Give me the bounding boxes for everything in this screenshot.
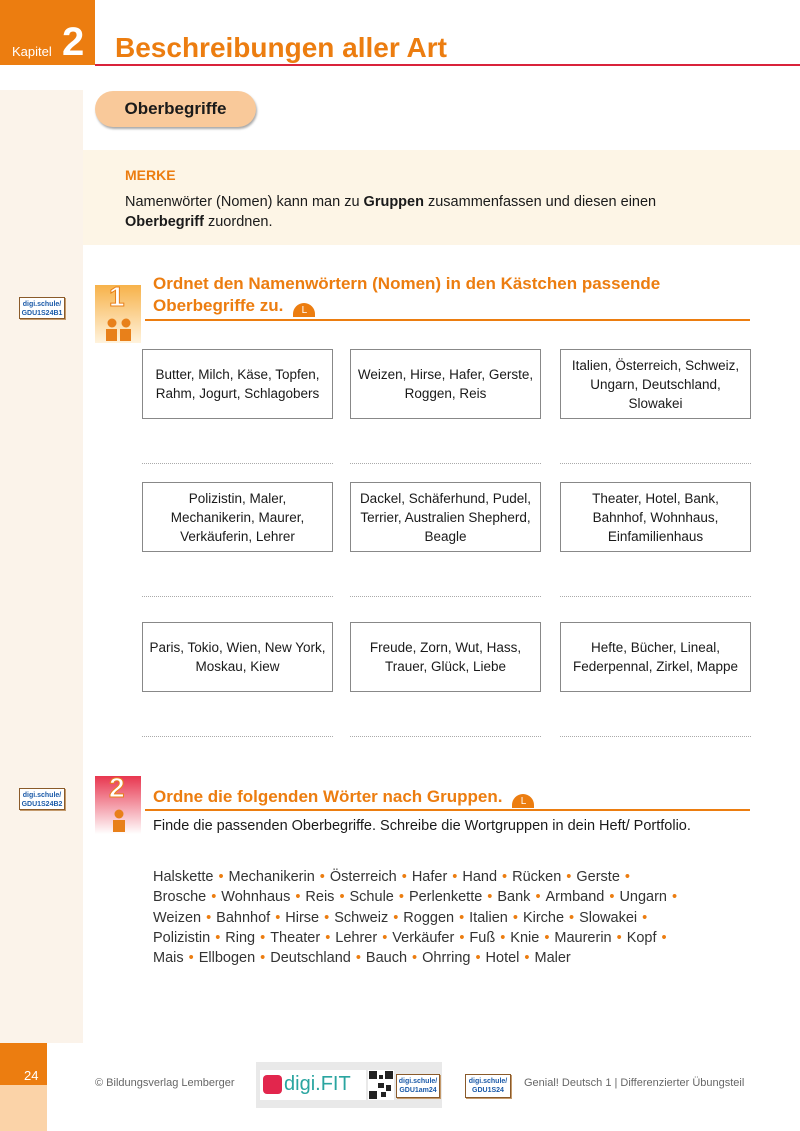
answer-line[interactable] <box>142 596 333 597</box>
task-number-badge <box>95 281 141 343</box>
bullet-separator: • <box>535 889 541 906</box>
bullet-separator: • <box>500 929 506 946</box>
word-box: Paris, Tokio, Wien, New York, Moskau, Kiew <box>142 622 333 692</box>
word-box: Freude, Zorn, Wut, Hass, Trauer, Glück, Liebe <box>350 622 541 692</box>
bullet-separator: • <box>524 950 530 967</box>
answer-line[interactable] <box>350 463 541 464</box>
bullet-separator: • <box>661 929 667 946</box>
bullet-separator: • <box>609 889 615 906</box>
word: Halskette <box>153 869 214 885</box>
digi-code-link[interactable] <box>19 788 65 810</box>
bullet-separator: • <box>412 950 418 967</box>
word: Hafer <box>411 869 448 885</box>
word-line <box>153 867 793 887</box>
merke-text <box>125 192 685 232</box>
answer-line[interactable] <box>560 463 751 464</box>
word: Kirche <box>522 909 565 926</box>
task-title: Ordnet den Namenwörtern (Nomen) in den Kästchen passende Oberbegriffe zu. <box>153 274 661 315</box>
bullet-separator: • <box>275 909 281 926</box>
word-line <box>153 928 793 948</box>
bullet-separator: • <box>215 929 221 946</box>
bullet-separator: • <box>459 929 465 946</box>
answer-line[interactable] <box>350 596 541 597</box>
word: Lehrer <box>335 929 378 946</box>
bullet-separator: • <box>398 889 404 906</box>
section-pill: Oberbegriffe <box>95 91 256 127</box>
bullet-separator: • <box>502 869 508 885</box>
word-line <box>153 948 793 968</box>
digifit-logo-icon <box>263 1075 282 1094</box>
pair-work-icon <box>105 318 133 342</box>
word: Maurerin <box>554 929 612 946</box>
word: Maler <box>534 950 571 967</box>
word: Mechanikerin <box>228 869 315 885</box>
bullet-separator: • <box>324 909 330 926</box>
bullet-separator: • <box>319 869 325 885</box>
answer-line[interactable] <box>142 736 333 737</box>
bullet-separator: • <box>325 929 331 946</box>
word: Italien <box>469 909 508 926</box>
book-title: Genial! Deutsch 1 | Differenzierter Übungsteil <box>524 1077 745 1089</box>
answer-line[interactable] <box>350 736 541 737</box>
code-line: digi.schule/ <box>398 1078 438 1085</box>
bullet-separator: • <box>624 869 630 885</box>
word-list <box>153 867 793 968</box>
word: Kopf <box>626 929 657 946</box>
bullet-separator: • <box>452 869 458 885</box>
word: Hand <box>462 869 498 885</box>
individual-work-icon <box>111 809 127 833</box>
word: Armband <box>545 889 605 906</box>
solution-badge[interactable]: L <box>512 794 534 808</box>
task-instruction: Finde die passenden Oberbegriffe. Schreibe die Wortgruppen in dein Heft/ Portfolio. <box>153 818 691 834</box>
code-line: digi.schule/ <box>22 301 62 308</box>
footer-strip <box>0 1085 47 1131</box>
word: Roggen <box>403 909 455 926</box>
digi-code-link[interactable] <box>396 1074 440 1098</box>
code-line: GDU1S24B2 <box>21 801 63 808</box>
word-box: Weizen, Hirse, Hafer, Gerste, Roggen, Reis <box>350 349 541 419</box>
answer-line[interactable] <box>560 596 751 597</box>
task-heading <box>153 786 750 808</box>
task-number-badge <box>95 772 141 834</box>
word-box: Hefte, Bücher, Lineal, Federpennal, Zirkel, Mappe <box>560 622 751 692</box>
bullet-separator: • <box>566 869 572 885</box>
word: Bahnhof <box>216 909 271 926</box>
text-bold: Gruppen <box>363 194 424 210</box>
task-number: 1 <box>109 281 125 312</box>
bullet-separator: • <box>206 909 212 926</box>
bullet-separator: • <box>487 889 493 906</box>
bullet-separator: • <box>295 889 301 906</box>
word: Österreich <box>329 869 397 885</box>
bullet-separator: • <box>382 929 388 946</box>
task-title: Ordne die folgenden Wörter nach Gruppen. <box>153 787 503 806</box>
bullet-separator: • <box>672 889 678 906</box>
word: Bank <box>497 889 531 906</box>
word: Perlenkette <box>408 889 483 906</box>
word-box: Butter, Milch, Käse, Topfen, Rahm, Jogurt, Schlagobers <box>142 349 333 419</box>
task-heading <box>153 273 728 317</box>
word-box: Polizistin, Maler, Mechanikerin, Maurer, Verkäuferin, Lehrer <box>142 482 333 552</box>
word: Weizen <box>153 909 202 926</box>
code-line: digi.schule/ <box>468 1078 508 1085</box>
digi-code-link[interactable] <box>19 297 65 319</box>
sidebar-strip <box>0 90 83 1043</box>
word: Knie <box>510 929 540 946</box>
word: Mais <box>153 950 184 967</box>
word: Bauch <box>365 950 408 967</box>
word-box: Dackel, Schäferhund, Pudel, Terrier, Australien Shepherd, Beagle <box>350 482 541 552</box>
word-line <box>153 908 793 928</box>
word: Ellbogen <box>198 950 256 967</box>
answer-line[interactable] <box>142 463 333 464</box>
word: Wohnhaus <box>221 889 291 906</box>
bullet-separator: • <box>218 869 224 885</box>
copyright: © Bildungsverlag Lemberger <box>95 1077 235 1089</box>
word: Deutschland <box>270 950 351 967</box>
word: Schule <box>349 889 394 906</box>
code-line: GDU1am24 <box>399 1087 437 1094</box>
bullet-separator: • <box>616 929 622 946</box>
bullet-separator: • <box>355 950 361 967</box>
bullet-separator: • <box>339 889 345 906</box>
task-number: 2 <box>109 772 125 803</box>
word: Ungarn <box>619 889 667 906</box>
word: Ohrring <box>422 950 471 967</box>
bullet-separator: • <box>512 909 518 926</box>
bullet-separator: • <box>544 929 550 946</box>
bullet-separator: • <box>401 869 407 885</box>
word: Fuß <box>469 929 496 946</box>
header-rule <box>95 64 800 66</box>
merke-box <box>83 150 800 245</box>
word: Rücken <box>512 869 562 885</box>
word: Hotel <box>485 950 520 967</box>
word: Theater <box>270 929 321 946</box>
digi-code-link[interactable] <box>465 1074 511 1098</box>
code-line: digi.schule/ <box>22 792 62 799</box>
bullet-separator: • <box>393 909 399 926</box>
chapter-badge <box>0 0 95 65</box>
word: Schweiz <box>334 909 389 926</box>
word: Slowakei <box>579 909 638 926</box>
word: Gerste <box>576 869 620 885</box>
qr-code-icon <box>368 1070 394 1100</box>
code-line: GDU1S24 <box>472 1087 504 1094</box>
bullet-separator: • <box>260 929 266 946</box>
bullet-separator: • <box>475 950 481 967</box>
solution-badge[interactable]: L <box>293 303 315 317</box>
word: Polizistin <box>153 929 211 946</box>
page-title: Beschreibungen aller Art <box>115 32 447 63</box>
bullet-separator: • <box>211 889 217 906</box>
word: Verkäufer <box>392 929 455 946</box>
word-box: Theater, Hotel, Bank, Bahnhof, Wohnhaus, Einfamilienhaus <box>560 482 751 552</box>
chapter-number: 2 <box>62 20 85 64</box>
merke-heading: MERKE <box>125 167 176 183</box>
bullet-separator: • <box>260 950 266 967</box>
text: Namenwörter (Nomen) kann man zu <box>125 194 364 210</box>
word-line <box>153 887 793 907</box>
bullet-separator: • <box>459 909 465 926</box>
text-bold: Oberbegriff <box>125 214 204 230</box>
text: zusammenfassen und diesen einen <box>423 194 657 210</box>
bullet-separator: • <box>569 909 575 926</box>
chapter-label: Kapitel <box>12 44 52 59</box>
digifit-logo: digi.FIT <box>284 1073 351 1095</box>
bullet-separator: • <box>642 909 648 926</box>
text: zuordnen. <box>203 214 273 230</box>
word: Reis <box>305 889 335 906</box>
word-box: Italien, Österreich, Schweiz, Ungarn, Deutschland, Slowakei <box>560 349 751 419</box>
bullet-separator: • <box>188 950 194 967</box>
code-line: GDU1S24B1 <box>21 310 63 317</box>
word: Hirse <box>285 909 320 926</box>
digifit-banner[interactable] <box>256 1062 442 1108</box>
task-rule <box>145 809 750 811</box>
task-rule <box>145 319 750 321</box>
word: Ring <box>225 929 256 946</box>
page-number: 24 <box>0 1043 47 1085</box>
word: Brosche <box>153 889 207 906</box>
answer-line[interactable] <box>560 736 751 737</box>
